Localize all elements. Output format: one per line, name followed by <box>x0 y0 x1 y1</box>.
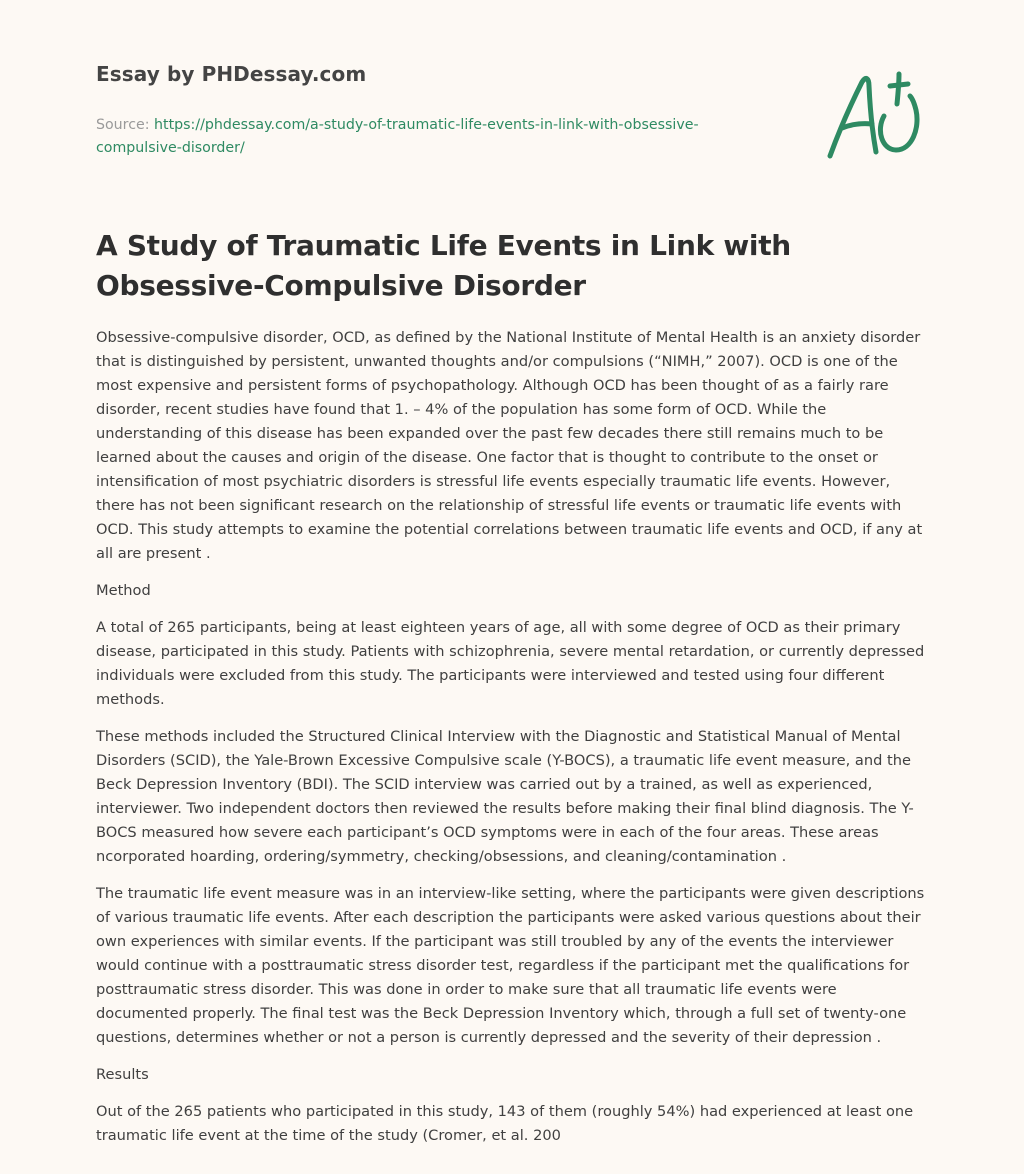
section-heading-results: Results <box>96 1066 149 1083</box>
site-brand: Essay by PHDessay.com <box>96 62 367 86</box>
essay-header <box>96 62 756 160</box>
paragraph-method-interview: The traumatic life event measure was in an interview-like setting, where the participants were given descriptions of various traumatic life events. After each description the participants were asked various questions about their own experiences with similar events. If the participant was still troubled by any of the events the interviewer would continue with a posttraumatic stress disorder test, regardless if the participant met the qualifications for posttraumatic stress disorder. This was done in order to make sure that all traumatic life events were documented properly. The final test was the Beck Depression Inventory which, through a full set of twenty-one questions, determines whether or not a person is currently depressed and the severity of their depression . <box>96 885 925 1046</box>
section-heading-method: Method <box>96 582 151 599</box>
a-plus-grade-logo-icon <box>822 68 926 164</box>
paragraph-intro: Obsessive-compulsive disorder, OCD, as defined by the National Institute of Mental Health is an anxiety disorder that is distinguished by persistent, unwanted thoughts and/or compulsions (“NIMH,” 2007). OCD is one of the most expensive and persistent forms of psychopathology. Although OCD has been thought of as a fairly rare disorder, recent studies have found that 1. – 4% of the population has some form of OCD. While the understanding of this disease has been expanded over the past few decades there still remains much to be learned about the causes and origin of the disease. One factor that is thought to contribute to the onset or intensification of most psychiatric disorders is stressful life events especially traumatic life events. However, there has not been significant research on the relationship of stressful life events or traumatic life events with OCD. This study attempts to examine the potential correlations between traumatic life events and OCD, if any at all are present . <box>96 329 923 562</box>
article-body <box>96 326 930 1161</box>
paragraph-results: Out of the 265 patients who participated in this study, 143 of them (roughly 54%) had experienced at least one traumatic life event at the time of the study (Cromer, et al. 200 <box>96 1103 914 1144</box>
paragraph-method-measures: These methods included the Structured Clinical Interview with the Diagnostic and Statistical Manual of Mental Disorders (SCID), the Yale-Brown Excessive Compulsive scale (Y-BOCS), a traumatic life event measure, and the Beck Depression Inventory (BDI). The SCID interview was carried out by a trained, as well as experienced, interviewer. Two independent doctors then reviewed the results before making their final blind diagnosis. The Y-BOCS measured how severe each participant’s OCD symptoms were in each of the four areas. These areas ncorporated hoarding, ordering/symmetry, checking/obsessions, and cleaning/contamination . <box>96 728 914 865</box>
paragraph-method-participants: A total of 265 participants, being at least eighteen years of age, all with some degree of OCD as their primary disease, participated in this study. Patients with schizophrenia, severe mental retardation, or currently depressed individuals were excluded from this study. The participants were interviewed and tested using four different methods. <box>96 619 925 708</box>
source-line <box>96 114 756 160</box>
article-title: A Study of Traumatic Life Events in Link with Obsessive-Compulsive Disorder <box>96 229 791 302</box>
source-link[interactable]: https://phdessay.com/a-study-of-traumatic-life-events-in-link-with-obsessive-compulsive-disorder/ <box>96 117 699 156</box>
source-label: Source: <box>96 117 155 133</box>
